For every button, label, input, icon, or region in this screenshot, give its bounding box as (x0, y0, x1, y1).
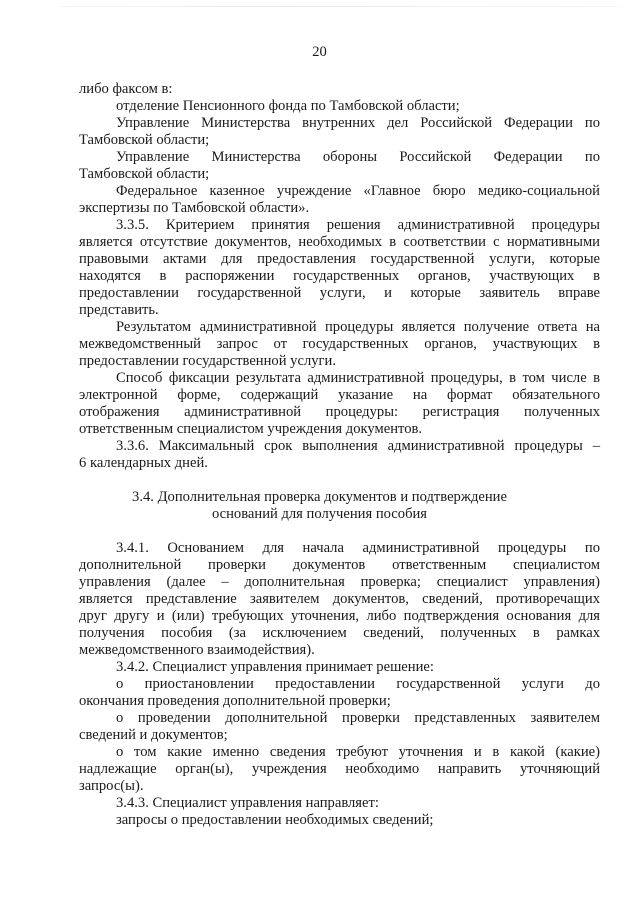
text-line: Способ фиксации результата административной процедуры, в том числе в (116, 370, 600, 386)
text-line: межведомственный запрос от государственных органов, участвующих в (79, 336, 600, 352)
text-line: Управление Министерства внутренних дел Российской Федерации по (116, 115, 600, 131)
text-line: либо факсом в: (79, 81, 173, 97)
text-line: Тамбовской области; (79, 132, 210, 148)
text-line: сведений и документов; (79, 727, 228, 743)
text-line: дополнительной проверки документов ответственным специалистом (79, 557, 600, 573)
text-line: экспертизы по Тамбовской области». (79, 200, 310, 216)
text-line: Управление Министерства обороны Российской Федерации по (116, 149, 600, 165)
text-line: получения пособия (за исключением сведений, полученных в рамках (79, 625, 600, 641)
text-line: ответственным специалистом учреждения документов. (79, 421, 423, 437)
scan-edge-artifact (60, 6, 620, 7)
section-heading: оснований для получения пособия (211, 506, 428, 522)
text-line: Федеральное казенное учреждение «Главное бюро медико-социальной (116, 183, 600, 199)
text-line: 3.4.2. Специалист управления принимает решение: (116, 659, 434, 675)
text-line: правовыми актами для предоставления государственной услуги, которые (79, 251, 600, 267)
text-line: управления (далее – дополнительная проверка; специалист управления) (79, 574, 600, 590)
text-line: находятся в распоряжении государственных органов, участвующих в (79, 268, 600, 284)
text-line: 3.4.1. Основанием для начала административной процедуры по (116, 540, 600, 556)
text-line: о том какие именно сведения требуют уточнения и в какой (какие) (116, 744, 600, 760)
text-line: отделение Пенсионного фонда по Тамбовской области; (116, 98, 460, 114)
text-line: представить. (79, 302, 159, 318)
text-line: о приостановлении предоставлении государственной услуги до (116, 676, 600, 692)
text-line: электронной форме, содержащий указание на формат обязательного (79, 387, 600, 403)
text-line: отображения административной процедуры: регистрация полученных (79, 404, 600, 420)
text-line: 3.3.5. Критерием принятия решения административной процедуры (116, 217, 600, 233)
text-line: межведомственного взаимодействия). (79, 642, 315, 658)
text-line: 3.4.3. Специалист управления направляет: (116, 795, 379, 811)
text-line: является отсутствие документов, необходимых в соответствии с нормативными (79, 234, 600, 250)
text-line: Результатом административной процедуры является получение ответа на (116, 319, 600, 335)
text-line: предоставлении государственной услуги. (79, 353, 336, 369)
text-line: запрос(ы). (79, 778, 144, 794)
text-line: Тамбовской области; (79, 166, 210, 182)
text-line: о проведении дополнительной проверки представленных заявителем (116, 710, 600, 726)
text-line: является представление заявителем документов, сведений, противоречащих (79, 591, 600, 607)
text-line: надлежащие орган(ы), учреждения необходимо направить уточняющий (79, 761, 600, 777)
text-line: друг другу и (или) требующих уточнения, либо подтверждения основания для (79, 608, 600, 624)
text-line: предоставлении государственной услуги, и которые заявитель вправе (79, 285, 600, 301)
text-line: 6 календарных дней. (79, 455, 208, 471)
text-line: окончания проведения дополнительной проверки; (79, 693, 391, 709)
page-number: 20 (312, 44, 327, 60)
text-line: запросы о предоставлении необходимых сведений; (116, 812, 434, 828)
text-line: 3.3.6. Максимальный срок выполнения административной процедуры – (116, 438, 600, 454)
section-heading: 3.4. Дополнительная проверка документов и подтверждение (132, 489, 507, 505)
